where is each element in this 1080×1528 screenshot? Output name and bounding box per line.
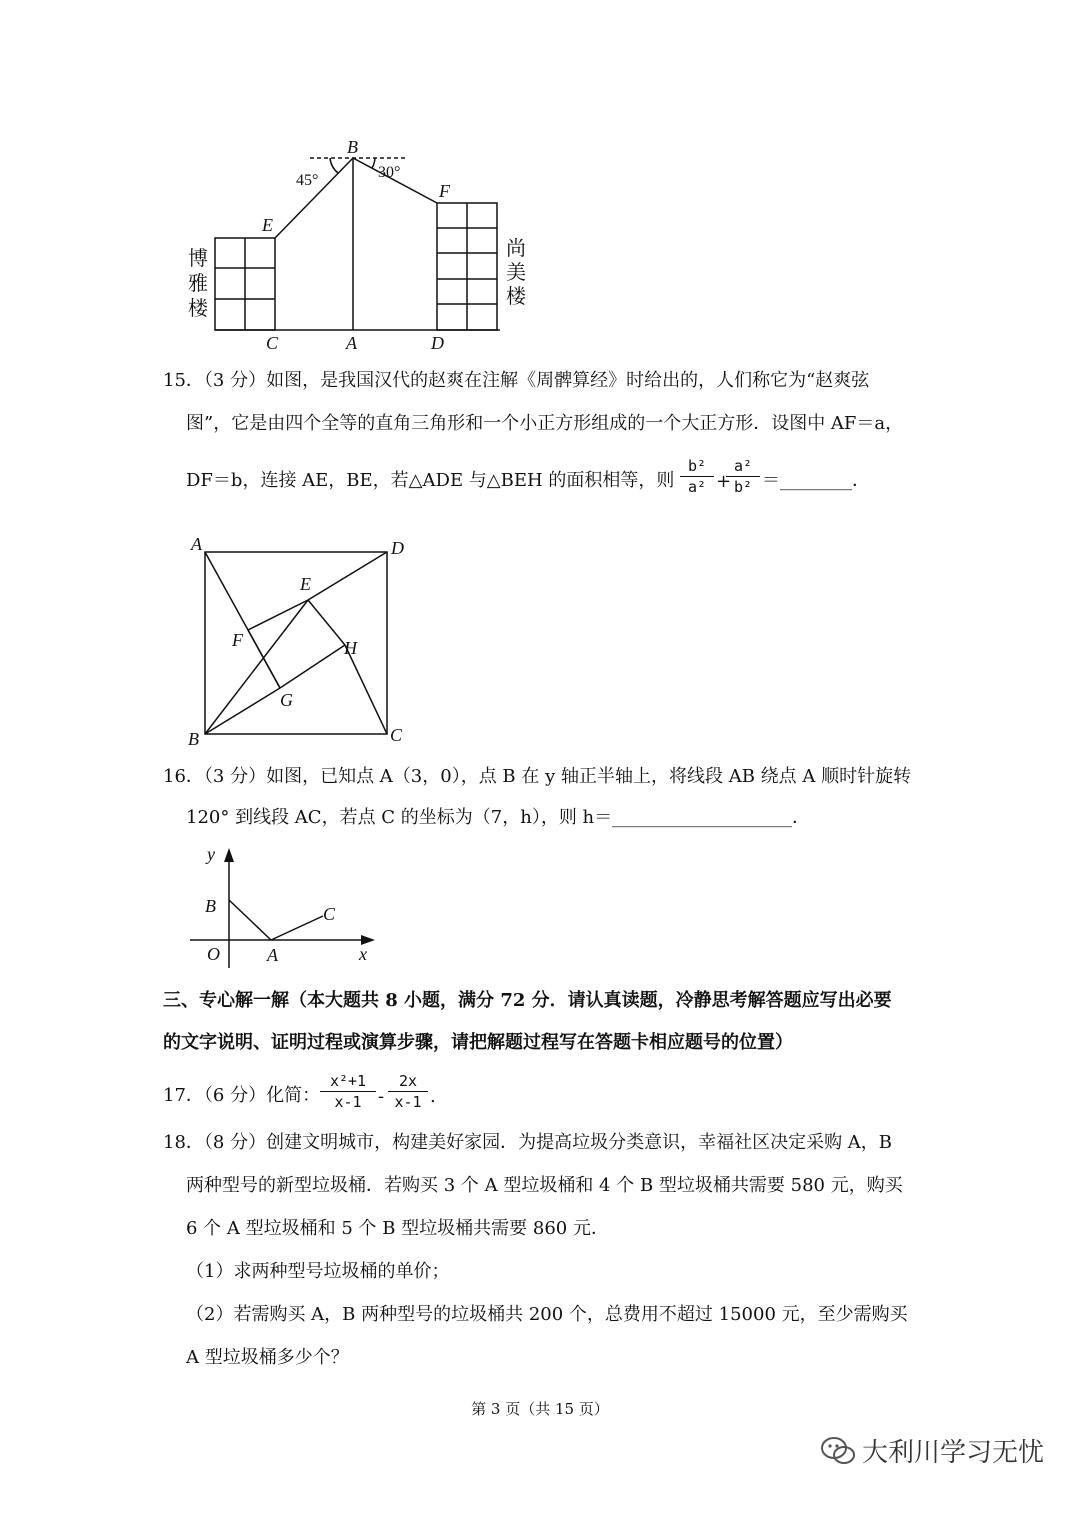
- q15-frac1-den: a²: [687, 478, 707, 496]
- zs-label-E: E: [300, 574, 311, 594]
- angle-right-label: 30°: [378, 164, 401, 181]
- q18-sub2-line2: A 型垃圾桶多少个？: [186, 1347, 349, 1368]
- q15-frac1-num: b²: [687, 457, 707, 475]
- q15-line2: 图”，它是由四个全等的直角三角形和一个小正方形组成的一个大正方形．设图中 AF＝a，: [186, 413, 904, 434]
- building-left-char-1: 博: [188, 246, 208, 270]
- q17-frac2-num: 2x: [398, 1072, 418, 1090]
- q15-plus: +: [716, 471, 732, 492]
- q16-blank: ____________________．: [612, 807, 810, 828]
- section3-line2: 的文字说明、证明过程或演算步骤，请把解题过程写在答题卡相应题号的位置）: [163, 1032, 793, 1053]
- label-A: A: [346, 333, 357, 353]
- axis-y-label: y: [207, 844, 215, 864]
- q15-line3: DF＝b，连接 AE，BE，若△ADE 与△BEH 的面积相等，则: [186, 470, 675, 491]
- q15-frac2-num: a²: [733, 457, 753, 475]
- coord-label-B: B: [205, 896, 216, 916]
- q18-line1: 18．（8 分）创建文明城市，构建美好家园．为提高垃圾分类意识，幸福社区决定采购 A，B: [163, 1132, 893, 1153]
- q17-prefix: 17．（6 分）化简：: [163, 1085, 321, 1106]
- building-right-char-3: 楼: [506, 284, 526, 308]
- q15-equals-blank: ＝________．: [762, 470, 870, 491]
- q17-minus: -: [378, 1086, 385, 1107]
- zs-label-F: F: [232, 630, 243, 650]
- angle-left-label: 45°: [296, 172, 319, 189]
- section3-line1: 三、专心解一解（本大题共 8 小题，满分 72 分．请认真读题，冷静思考解答题应写出必要: [163, 990, 892, 1011]
- q17-end: .: [430, 1086, 436, 1107]
- q15-fraction-1: [680, 457, 714, 496]
- building-left-char-2: 雅: [188, 271, 208, 295]
- coord-label-O: O: [207, 944, 220, 964]
- label-D: D: [431, 333, 444, 353]
- zs-label-D: D: [391, 538, 404, 558]
- watermark: [820, 1432, 1044, 1469]
- label-C: C: [266, 333, 279, 353]
- building-right-char-2: 美: [506, 260, 526, 284]
- page-footer: 第 3 页（共 15 页）: [471, 1400, 609, 1418]
- q16-line2: 120° 到线段 AC，若点 C 的坐标为（7，h），则 h＝: [186, 807, 613, 828]
- q17-fraction-1: [320, 1072, 376, 1111]
- q15-fraction-2: [726, 457, 760, 496]
- figure-coordinate: [185, 840, 385, 970]
- zs-label-A: A: [191, 534, 202, 554]
- q17-frac2-den: x-1: [394, 1093, 422, 1111]
- q18-sub2-line1: （2）若需购买 A，B 两种型号的垃圾桶共 200 个，总费用不超过 15000 元，至少需购买: [186, 1304, 908, 1325]
- zs-label-G: G: [280, 690, 293, 710]
- q18-sub1: （1）求两种型号垃圾桶的单价；: [186, 1261, 450, 1282]
- q16-line1: 16．（3 分）如图，已知点 A（3，0），点 B 在 y 轴正半轴上，将线段 AB 绕点 A 顺时针旋转: [163, 766, 912, 787]
- q18-line2: 两种型号的新型垃圾桶．若购买 3 个 A 型垃圾桶和 4 个 B 型垃圾桶共需要 580 元，购买: [186, 1175, 903, 1196]
- label-B: B: [347, 137, 358, 157]
- q15-line1: 15．（3 分）如图，是我国汉代的赵爽在注解《周髀算经》时给出的，人们称它为“赵爽弦: [163, 370, 870, 391]
- q17-frac1-den: x-1: [334, 1093, 362, 1111]
- label-E: E: [262, 215, 273, 235]
- coord-label-A: A: [267, 945, 278, 965]
- q18-line3: 6 个 A 型垃圾桶和 5 个 B 型垃圾桶共需要 860 元．: [186, 1218, 609, 1239]
- building-right-char-1: 尚: [506, 236, 526, 260]
- watermark-text: 大利川学习无忧: [862, 1438, 1045, 1468]
- label-F: F: [439, 181, 450, 201]
- zs-label-B: B: [188, 729, 199, 749]
- figure-zhao-shuang: [180, 530, 420, 755]
- coord-label-C: C: [323, 904, 336, 924]
- building-left-char-3: 楼: [188, 296, 208, 320]
- q17-fraction-2: [388, 1072, 428, 1111]
- zs-label-H: H: [344, 638, 357, 658]
- wechat-icon: [820, 1436, 856, 1466]
- q15-frac2-den: b²: [733, 478, 753, 496]
- figure-buildings: [180, 135, 540, 355]
- zs-label-C: C: [390, 725, 403, 745]
- axis-x-label: x: [359, 944, 367, 964]
- q17-frac1-num: x²+1: [329, 1072, 367, 1090]
